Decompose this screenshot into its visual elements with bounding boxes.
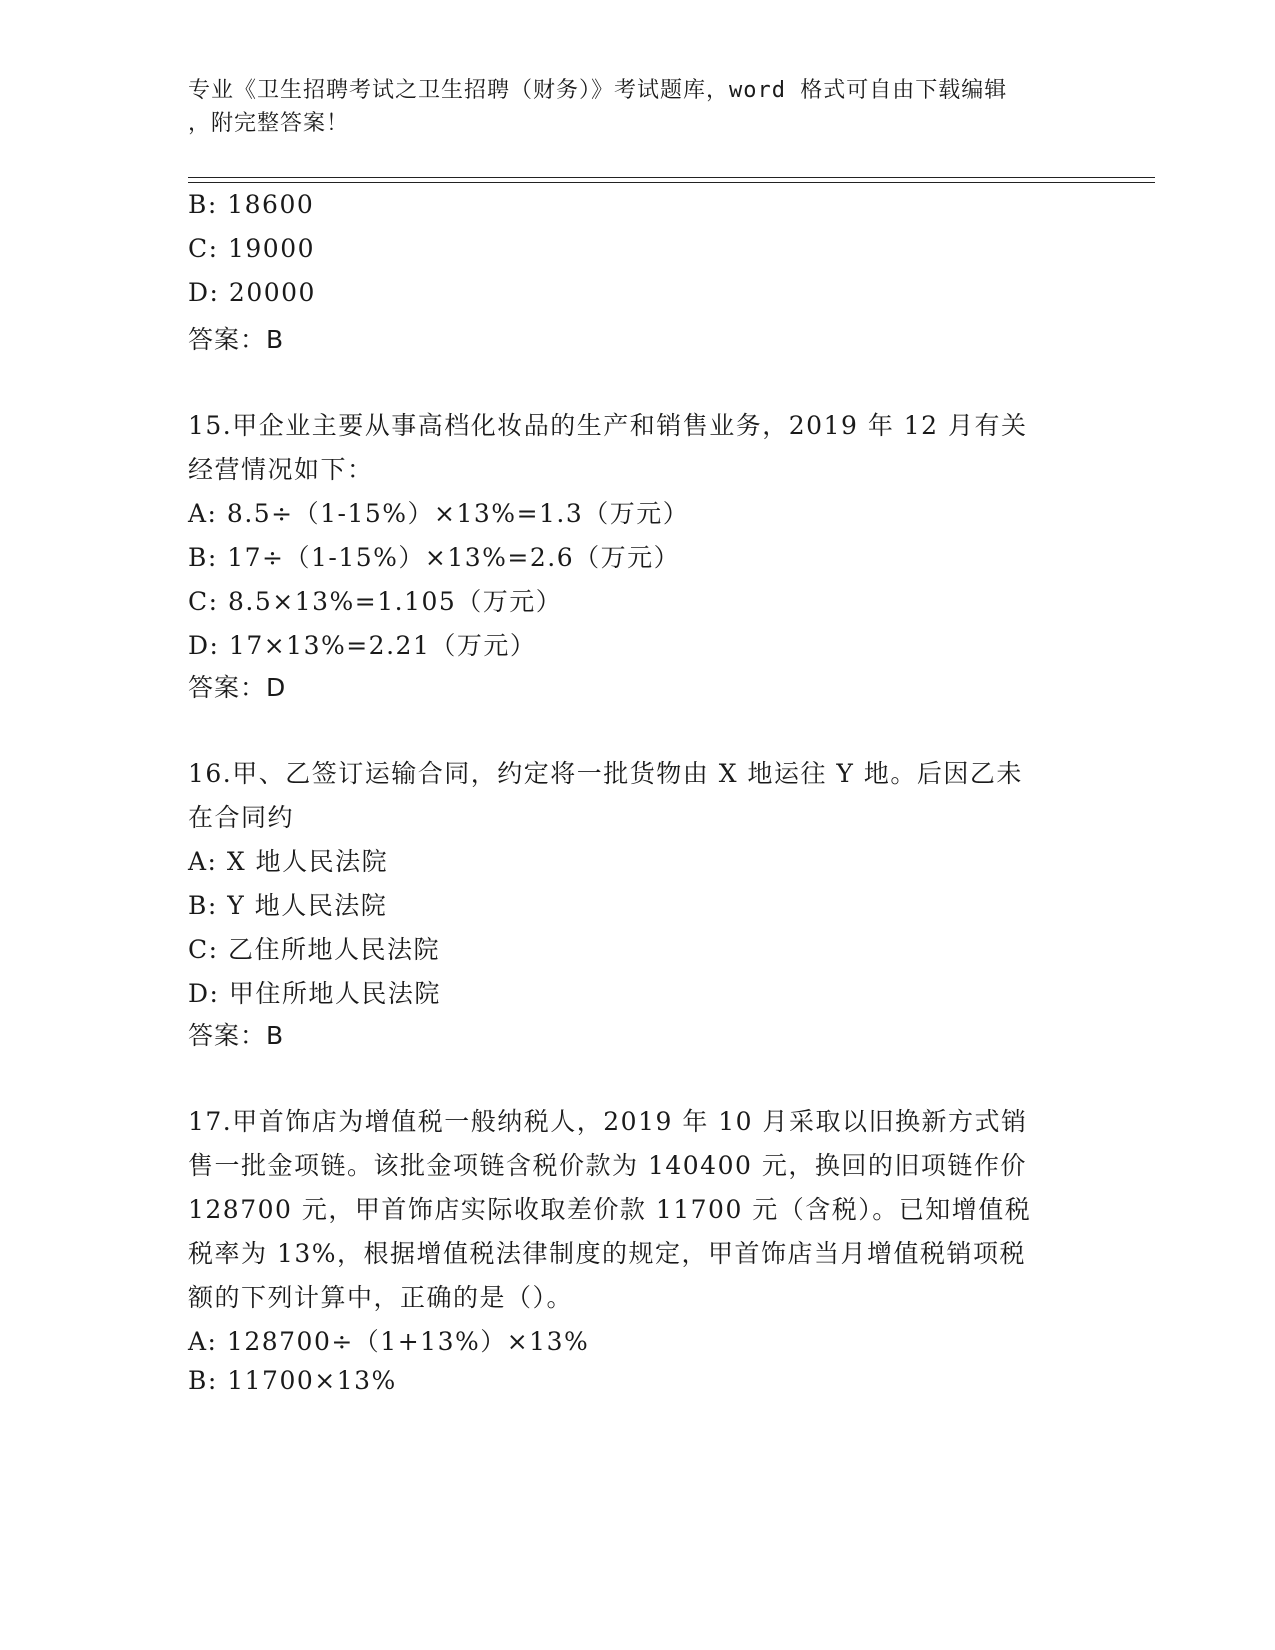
q17-stem-line-4: 税率为 13%，根据增值税法律制度的规定，甲首饰店当月增值税销项税 (188, 1239, 1027, 1268)
header-divider-top (188, 177, 1155, 178)
q14-option-d: D: 20000 (188, 278, 316, 307)
q17-stem-line-2: 售一批金项链。该批金项链含税价款为 140400 元，换回的旧项链作价 (188, 1151, 1027, 1180)
q15-option-d: D: 17×13%=2.21（万元） (188, 631, 537, 660)
header-divider-bottom (188, 182, 1155, 183)
q16-option-b: B: Y 地人民法院 (188, 891, 388, 920)
q15-option-b: B: 17÷（1-15%）×13%=2.6（万元） (188, 543, 681, 572)
q14-option-b: B: 18600 (188, 190, 315, 219)
q17-stem-line-5: 额的下列计算中，正确的是（）。 (188, 1283, 574, 1312)
q17-stem-line-1: 17.甲首饰店为增值税一般纳税人，2019 年 10 月采取以旧换新方式销 (188, 1107, 1028, 1136)
q17-option-a: A: 128700÷（1+13%）×13% (188, 1327, 590, 1356)
document-header (188, 74, 1088, 140)
header-line-2: ，附完整答案！ (188, 111, 350, 136)
q16-option-c: C: 乙住所地人民法院 (188, 935, 440, 964)
q17-option-b: B: 11700×13% (188, 1366, 397, 1395)
q16-stem-line-1: 16.甲、乙签订运输合同，约定将一批货物由 X 地运往 Y 地。后因乙未 (188, 759, 1023, 788)
q16-answer: 答案：B (188, 1021, 285, 1050)
q15-option-a: A: 8.5÷（1-15%）×13%=1.3（万元） (188, 499, 690, 528)
header-line-1: 专业《卫生招聘考试之卫生招聘（财务）》考试题库，word 格式可自由下载编辑 (188, 78, 1008, 103)
q17-stem-line-3: 128700 元，甲首饰店实际收取差价款 11700 元（含税）。已知增值税 (188, 1195, 1032, 1224)
q14-option-c: C: 19000 (188, 234, 316, 263)
q15-option-c: C: 8.5×13%=1.105（万元） (188, 587, 563, 616)
q15-answer: 答案：D (188, 673, 287, 702)
q16-option-d: D: 甲住所地人民法院 (188, 979, 441, 1008)
q14-answer: 答案：B (188, 325, 285, 354)
q15-stem-line-2: 经营情况如下： (188, 455, 374, 484)
q16-stem-line-2: 在合同约 (188, 803, 295, 832)
q15-stem-line-1: 15.甲企业主要从事高档化妆品的生产和销售业务，2019 年 12 月有关 (188, 411, 1028, 440)
q16-option-a: A: X 地人民法院 (188, 847, 389, 876)
